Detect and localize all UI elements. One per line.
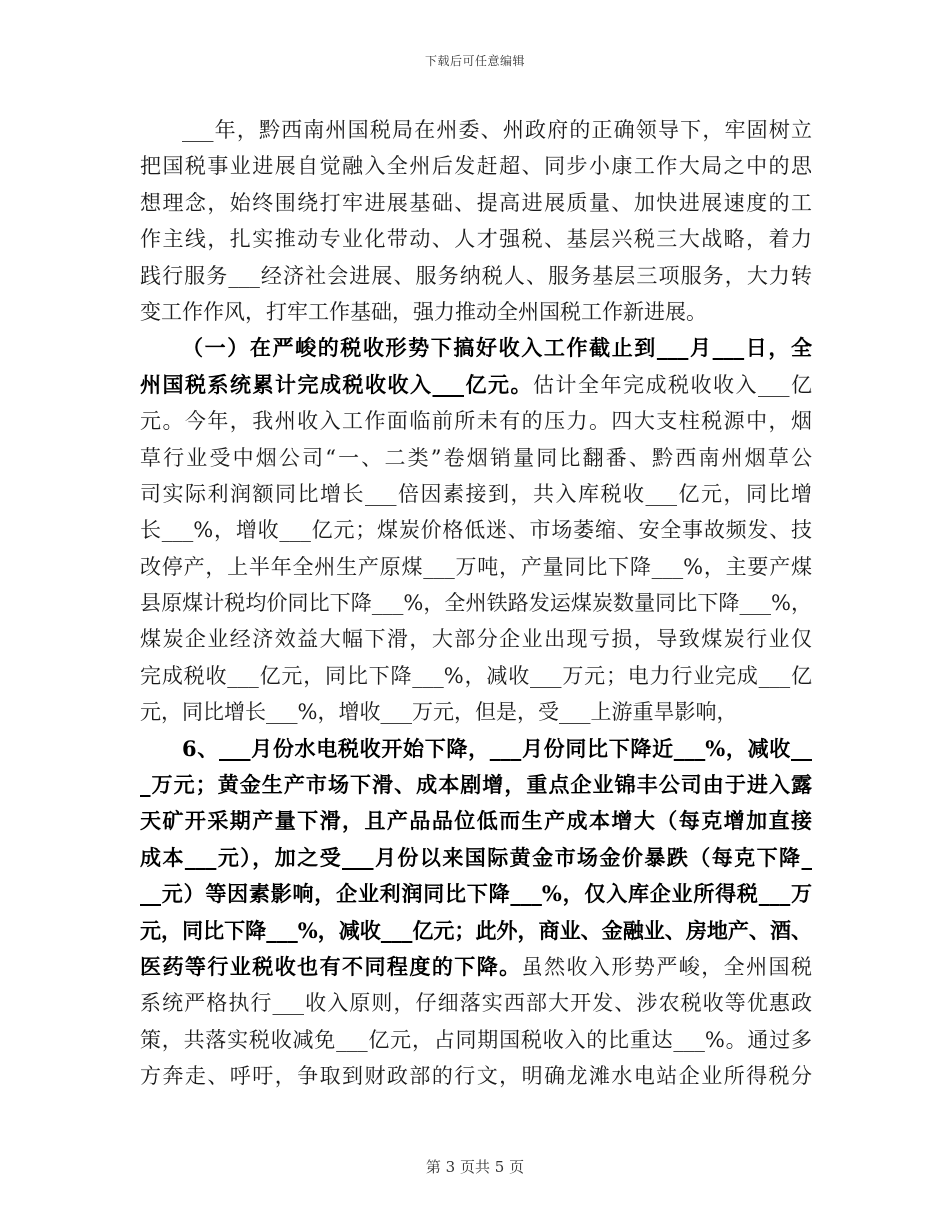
paragraph-2-heading-line: （一）在严峻的税收形势下搞好收入工作截止到___月___日，全 [182,335,812,361]
paragraph-3-line-5: __元）等因素影响，企业利润同比下降___%，仅入库企业所得税___万 [140,881,812,907]
paragraph-2-line-6: 长___%，增收___亿元；煤炭价格低迷、市场萎缩、安全事故频发、技 [140,518,812,543]
paragraph-2-line-11: 元，同比增长___%，增收___万元，但是，受___上游重旱影响， [140,700,738,725]
paragraph-3-line-3: 天矿开采期产量下滑，且产品品位低而生产成本增大（每克增加直接 [140,808,812,834]
paragraph-3-line-10: 方奔走、呼吁，争取到财政部的行文，明确龙滩水电站企业所得税分 [140,1064,812,1089]
paragraph-3-normal-span: 虽然收入形势严峻，全州国税 [521,954,813,979]
paragraph-3-line-6: 元，同比下降___%，减收___亿元；此外，商业、金融业、房地产、酒、 [140,917,812,943]
paragraph-2-line-2 [140,367,812,403]
page-header-note: 下载后可任意编辑 [424,54,525,68]
paragraph-2-line-8: 县原煤计税均价同比下降___%，全州铁路发运煤炭数量同比下降___%， [140,591,812,616]
paragraph-2-line-5: 司实际利润额同比增长___倍因素接到，共入库税收___亿元，同比增 [140,481,812,506]
paragraph-3-line-7 [140,949,812,985]
page-number-footer: 第 3 页共 5 页 [425,1158,525,1176]
paragraph-2-line-3: 元。今年，我州收入工作面临前所未有的压力。四大支柱税源中，烟 [140,409,812,434]
paragraph-2-line-4: 草行业受中烟公司“一、二类”卷烟销量同比翻番、黔西南州烟草公 [140,445,812,470]
paragraph-2-line-7: 改停产，上半年全州生产原煤___万吨，产量同比下降___%，主要产煤 [140,554,812,579]
paragraph-2-line-9: 煤炭企业经济效益大幅下滑，大部分企业出现亏损，导致煤炭行业仅 [140,627,812,652]
paragraph-2-normal-span: 估计全年完成税收收入___亿 [533,372,812,397]
paragraph-3-bold-span: 医药等行业税收也有不同程度的下降。 [140,953,522,979]
paragraph-3-line-1: 6、___月份水电税收开始下降，___月份同比下降近___%，减收__ [182,735,812,761]
paragraph-1-line-2: 把国税事业进展自觉融入全州后发赶超、同步小康工作大局之中的思 [140,154,812,179]
paragraph-1-line-5: 践行服务___经济社会进展、服务纳税人、服务基层三项服务，大力转 [140,263,812,288]
paragraph-3-line-4: 成本___元），加之受___月份以来国际黄金市场金价暴跌（每克下降_ [140,844,812,870]
paragraph-3-line-8: 系统严格执行___收入原则，仔细落实西部大开发、涉农税收等优惠政 [140,991,812,1016]
paragraph-3-line-2: _万元；黄金生产市场下滑、成本剧增，重点企业锦丰公司由于进入露 [140,772,812,798]
body-text [140,112,812,1095]
paragraph-1-line-3: 想理念，始终围绕打牢进展基础、提高进展质量、加快进展速度的工 [140,190,812,215]
paragraph-2-line-10: 完成税收___亿元，同比下降___%，减收___万元；电力行业完成___亿 [140,663,812,688]
paragraph-1-line-1: ___年，黔西南州国税局在州委、州政府的正确领导下，牢固树立 [182,118,812,142]
paragraph-1-line-6: 变工作作风，打牢工作基础，强力推动全州国税工作新进展。 [140,299,707,324]
paragraph-1-line-4: 作主线，扎实推动专业化带动、人才强税、基层兴税三大战略，着力 [140,227,812,252]
paragraph-2-bold-span: 州国税系统累计完成税收收入___亿元。 [140,371,533,397]
paragraph-3-line-9: 策，共落实税收减免___亿元，占同期国税收入的比重达___%。通过多 [140,1027,812,1052]
